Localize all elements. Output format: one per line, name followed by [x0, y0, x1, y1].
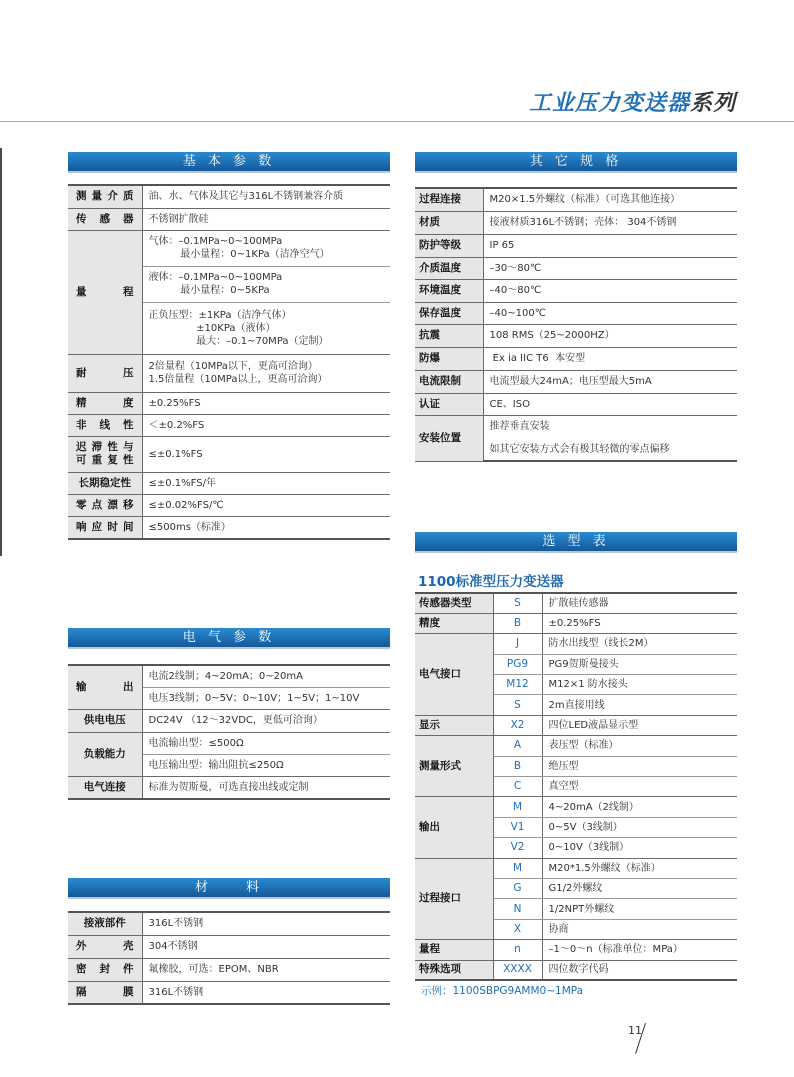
selection-code: S [493, 593, 542, 613]
table-row [68, 709, 390, 732]
row-value: DC24V （12～32VDC，更低可洽询） [142, 709, 390, 732]
table-row [68, 472, 390, 494]
row-label: 非线性 [68, 414, 142, 436]
row-value: 油、水、气体及其它与316L不锈钢兼容介质 [142, 185, 390, 208]
row-value: 不锈钢扩散硅 [142, 208, 390, 230]
table-row [68, 776, 390, 799]
table-row [415, 736, 737, 756]
selection-group-label: 传感器类型 [415, 593, 493, 613]
table-row [68, 185, 390, 208]
table-row [68, 516, 390, 539]
selection-desc: M12×1 防水接头 [542, 675, 737, 695]
selection-group-label: 精度 [415, 613, 493, 633]
row-value: 316L不锈钢 [142, 912, 390, 935]
material-table [68, 911, 390, 1005]
row-value: CE、ISO [483, 393, 737, 415]
table-row [415, 593, 737, 613]
row-label: 抗震 [415, 324, 483, 347]
table-row [68, 732, 390, 754]
table-row [415, 393, 737, 415]
row-value: 2倍量程（10MPa以下，更高可洽询） 1.5倍量程（10MPa以上，更高可洽询） [142, 354, 390, 392]
row-label: 电流限制 [415, 370, 483, 393]
row-value: –40～80℃ [483, 279, 737, 302]
table-row [415, 415, 737, 438]
row-label: 隔膜 [68, 981, 142, 1004]
row-label: 过程连接 [415, 188, 483, 211]
selection-code: A [493, 736, 542, 756]
selection-desc: 0~5V（3线制） [542, 817, 737, 837]
table-row [415, 797, 737, 817]
other-specs-table [415, 187, 737, 462]
row-label: 负载能力 [68, 732, 142, 776]
electrical-params-heading: 电 气 参 数 [68, 628, 390, 649]
basic-params-heading: 基 本 参 数 [68, 152, 390, 173]
electrical-params-table [68, 664, 390, 800]
row-value: 标准为贺斯曼，可选直接出线或定制 [142, 776, 390, 799]
selection-desc: ±0.25%FS [542, 613, 737, 633]
selection-desc: 0~10V（3线制） [542, 838, 737, 858]
selection-group-label: 量程 [415, 940, 493, 960]
selection-code: V1 [493, 817, 542, 837]
selection-desc: 绝压型 [542, 756, 737, 776]
row-value: –40~100℃ [483, 302, 737, 324]
row-subvalue: 液体：–0.1MPa~0~100MPa 最小量程：0~5KPa [142, 266, 390, 302]
selection-group-label: 特殊选项 [415, 960, 493, 980]
selection-code: V2 [493, 838, 542, 858]
table-row [68, 494, 390, 516]
selection-code: M [493, 858, 542, 878]
selection-code: M12 [493, 675, 542, 695]
selection-code: PG9 [493, 654, 542, 674]
selection-table [415, 592, 737, 981]
row-label: 密封件 [68, 958, 142, 981]
row-value: 316L不锈钢 [142, 981, 390, 1004]
table-row [415, 858, 737, 878]
row-label: 量程 [68, 230, 142, 354]
row-subvalue: 如其它安装方式会有极其轻微的零点偏移 [483, 438, 737, 461]
selection-code: n [493, 940, 542, 960]
row-value: ≤±0.02%FS/℃ [142, 494, 390, 516]
row-value: ＜±0.2%FS [142, 414, 390, 436]
selection-code: C [493, 777, 542, 797]
row-label: 外壳 [68, 935, 142, 958]
row-value: 304不锈钢 [142, 935, 390, 958]
selection-code: XXXX [493, 960, 542, 980]
row-label: 响应时间 [68, 516, 142, 539]
row-label: 零点漂移 [68, 494, 142, 516]
selection-code: X [493, 919, 542, 939]
row-label: 测量介质 [68, 185, 142, 208]
selection-code: N [493, 899, 542, 919]
table-row [68, 392, 390, 414]
row-label: 防护等级 [415, 234, 483, 257]
row-subvalue: 电流输出型：≤500Ω [142, 732, 390, 754]
selection-desc: G1/2外螺纹 [542, 878, 737, 898]
row-value: M20×1.5外螺纹（标准）（可选其他连接） [483, 188, 737, 211]
row-value: ≤±0.1%FS [142, 436, 390, 472]
selection-desc: 扩散硅传感器 [542, 593, 737, 613]
table-row [415, 324, 737, 347]
row-value: ±0.25%FS [142, 392, 390, 414]
row-label: 电气连接 [68, 776, 142, 799]
row-label: 精度 [68, 392, 142, 414]
table-row [68, 230, 390, 266]
selection-desc: 2m直接用线 [542, 695, 737, 715]
table-row [68, 981, 390, 1004]
table-row [415, 370, 737, 393]
row-subvalue: 电压3线制；0~5V；0~10V；1~5V；1~10V [142, 687, 390, 709]
row-label: 环境温度 [415, 279, 483, 302]
material-heading: 材 料 [68, 878, 390, 899]
selection-group-label: 输出 [415, 797, 493, 858]
row-label: 安装位置 [415, 415, 483, 461]
selection-desc: 防水出线型（线长2M） [542, 634, 737, 654]
table-row [415, 940, 737, 960]
selection-code: G [493, 878, 542, 898]
row-value: IP 65 [483, 234, 737, 257]
selection-group-label: 过程接口 [415, 858, 493, 940]
table-row [68, 354, 390, 392]
table-row [68, 935, 390, 958]
selection-desc: 真空型 [542, 777, 737, 797]
selection-desc: 表压型（标准） [542, 736, 737, 756]
table-row [415, 634, 737, 654]
table-row [415, 613, 737, 633]
table-row [415, 715, 737, 735]
table-row [68, 665, 390, 687]
table-row [415, 279, 737, 302]
table-row [415, 302, 737, 324]
row-value: 108 RMS（25~2000HZ） [483, 324, 737, 347]
selection-desc: 四位LED液晶显示型 [542, 715, 737, 735]
selection-group-label: 电气接口 [415, 634, 493, 716]
table-row [415, 960, 737, 980]
other-specs-heading: 其 它 规 格 [415, 152, 737, 173]
table-row [415, 347, 737, 370]
row-label: 保存温度 [415, 302, 483, 324]
selection-code: M [493, 797, 542, 817]
row-label: 材质 [415, 211, 483, 234]
table-row [68, 208, 390, 230]
series-title [529, 86, 736, 117]
row-subvalue: 电压输出型：输出阻抗≤250Ω [142, 754, 390, 776]
row-value: ≤500ms（标准） [142, 516, 390, 539]
selection-code: X2 [493, 715, 542, 735]
row-label: 认证 [415, 393, 483, 415]
selection-group-label: 显示 [415, 715, 493, 735]
table-row [415, 188, 737, 211]
row-value: ≤±0.1%FS/年 [142, 472, 390, 494]
basic-params-table [68, 184, 390, 540]
table-row [68, 414, 390, 436]
selection-subtitle: 1100标准型压力变送器 [418, 574, 564, 590]
page-number: 11 [628, 1024, 642, 1037]
selection-group-label: 测量形式 [415, 736, 493, 797]
selection-desc: 1/2NPT外螺纹 [542, 899, 737, 919]
row-label: 长期稳定性 [68, 472, 142, 494]
row-label: 耐压 [68, 354, 142, 392]
row-value: 电流型最大24mA；电压型最大5mA [483, 370, 737, 393]
row-label: 传感器 [68, 208, 142, 230]
table-row [68, 958, 390, 981]
selection-desc: 四位数字代码 [542, 960, 737, 980]
selection-desc: 协商 [542, 919, 737, 939]
row-value: 接液材质316L不锈钢；壳体： 304不锈钢 [483, 211, 737, 234]
selection-example: 示例：1100SBPG9AMM0~1MPa [421, 985, 584, 997]
table-row [415, 257, 737, 279]
series-title-main: 工业压力变送器 [528, 91, 690, 116]
left-edge-bar [0, 148, 2, 556]
row-label: 输出 [68, 665, 142, 709]
row-label: 迟滞性与 可重复性 [68, 436, 142, 472]
selection-desc: M20*1.5外螺纹（标准） [542, 858, 737, 878]
row-subvalue: 正负压型：±1KPa（洁净气体） ±10KPa（液体） 最大：–0.1~70MPa（定制） [142, 302, 390, 354]
row-subvalue: 推荐垂直安装 [489, 421, 550, 433]
selection-code: S [493, 695, 542, 715]
header-divider [0, 121, 794, 122]
table-row [415, 211, 737, 234]
row-label: 介质温度 [415, 257, 483, 279]
row-value: 氟橡胶，可选：EPOM、NBR [142, 958, 390, 981]
row-subvalue: 电流2线制；4~20mA；0~20mA [142, 665, 390, 687]
table-row [415, 234, 737, 257]
row-label: 供电电压 [68, 709, 142, 732]
table-row [68, 436, 390, 472]
selection-code: B [493, 756, 542, 776]
series-title-suffix: 系列 [689, 91, 736, 116]
selection-desc: PG9贺斯曼接头 [542, 654, 737, 674]
selection-code: B [493, 613, 542, 633]
row-subvalue: 气体：–0.1MPa~0~100MPa 最小量程：0~1KPa（洁净空气） [142, 230, 390, 266]
row-label: 防爆 [415, 347, 483, 370]
selection-desc: –1～0～n（标准单位：MPa） [542, 940, 737, 960]
row-label: 接液部件 [68, 912, 142, 935]
row-value: –30～80℃ [483, 257, 737, 279]
selection-code: J [493, 634, 542, 654]
row-value: Ex ia IIC T6 本安型 [483, 347, 737, 370]
selection-desc: 4~20mA（2线制） [542, 797, 737, 817]
selection-heading: 选 型 表 [415, 532, 737, 553]
table-row [68, 912, 390, 935]
